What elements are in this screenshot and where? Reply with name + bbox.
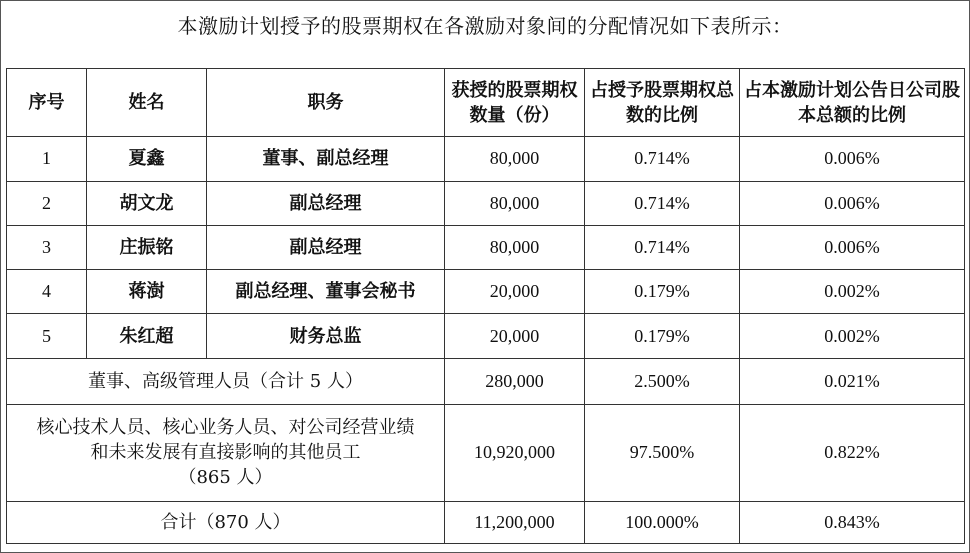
cell-pct-grant: 0.179% xyxy=(585,270,740,314)
cell-position: 董事、副总经理 xyxy=(207,137,445,181)
other-staff-label-line1: 核心技术人员、核心业务人员、对公司经营业绩 xyxy=(36,417,415,439)
cell-position: 副总经理 xyxy=(207,225,445,269)
other-staff-row xyxy=(7,405,965,502)
subtotal-row xyxy=(7,358,965,404)
cell-pct-grant: 0.714% xyxy=(585,137,740,181)
total-pct-grant: 100.000% xyxy=(585,501,740,543)
cell-seq: 4 xyxy=(7,270,87,314)
cell-options: 80,000 xyxy=(445,225,585,269)
cell-seq: 3 xyxy=(7,225,87,269)
cell-pct-capital: 0.006% xyxy=(740,137,965,181)
cell-pct-grant: 0.714% xyxy=(585,181,740,225)
other-staff-label-line2: 和未来发展有直接影响的其他员工 xyxy=(90,442,361,464)
cell-pct-capital: 0.006% xyxy=(740,225,965,269)
cell-pct-capital: 0.006% xyxy=(740,181,965,225)
cell-position: 副总经理、董事会秘书 xyxy=(207,270,445,314)
table-row xyxy=(7,314,965,358)
subtotal-pct-capital: 0.021% xyxy=(740,358,965,404)
cell-position: 财务总监 xyxy=(207,314,445,358)
other-staff-label-line3: （865 人） xyxy=(178,467,273,489)
cell-options: 20,000 xyxy=(445,314,585,358)
cell-name: 庄振铭 xyxy=(87,225,207,269)
table-row xyxy=(7,181,965,225)
cell-position: 副总经理 xyxy=(207,181,445,225)
total-row xyxy=(7,501,965,543)
allocation-table xyxy=(6,68,965,544)
subtotal-pct-grant: 2.500% xyxy=(585,358,740,404)
other-staff-pct-grant: 97.500% xyxy=(585,405,740,502)
cell-pct-capital: 0.002% xyxy=(740,270,965,314)
cell-pct-grant: 0.714% xyxy=(585,225,740,269)
cell-options: 80,000 xyxy=(445,181,585,225)
other-staff-pct-capital: 0.822% xyxy=(740,405,965,502)
subtotal-options: 280,000 xyxy=(445,358,585,404)
total-options: 11,200,000 xyxy=(445,501,585,543)
subtotal-label: 董事、高级管理人员（合计 5 人） xyxy=(7,358,445,404)
cell-name: 朱红超 xyxy=(87,314,207,358)
table-header-row xyxy=(7,69,965,137)
cell-options: 80,000 xyxy=(445,137,585,181)
cell-pct-grant: 0.179% xyxy=(585,314,740,358)
header-name: 姓名 xyxy=(87,69,207,137)
header-pct-capital: 占本激励计划公告日公司股本总额的比例 xyxy=(740,69,965,137)
cell-name: 夏鑫 xyxy=(87,137,207,181)
cell-options: 20,000 xyxy=(445,270,585,314)
table-row xyxy=(7,270,965,314)
header-options: 获授的股票期权数量（份） xyxy=(445,69,585,137)
other-staff-options: 10,920,000 xyxy=(445,405,585,502)
header-position: 职务 xyxy=(207,69,445,137)
cell-seq: 2 xyxy=(7,181,87,225)
header-pct-grant: 占授予股票期权总数的比例 xyxy=(585,69,740,137)
header-seq: 序号 xyxy=(7,69,87,137)
table-caption: 本激励计划授予的股票期权在各激励对象间的分配情况如下表所示： xyxy=(177,14,793,38)
cell-pct-capital: 0.002% xyxy=(740,314,965,358)
other-staff-label xyxy=(7,405,445,502)
total-pct-capital: 0.843% xyxy=(740,501,965,543)
cell-seq: 1 xyxy=(7,137,87,181)
table-row xyxy=(7,225,965,269)
cell-name: 胡文龙 xyxy=(87,181,207,225)
table-row xyxy=(7,137,965,181)
cell-seq: 5 xyxy=(7,314,87,358)
cell-name: 蒋澍 xyxy=(87,270,207,314)
total-label: 合计（870 人） xyxy=(7,501,445,543)
